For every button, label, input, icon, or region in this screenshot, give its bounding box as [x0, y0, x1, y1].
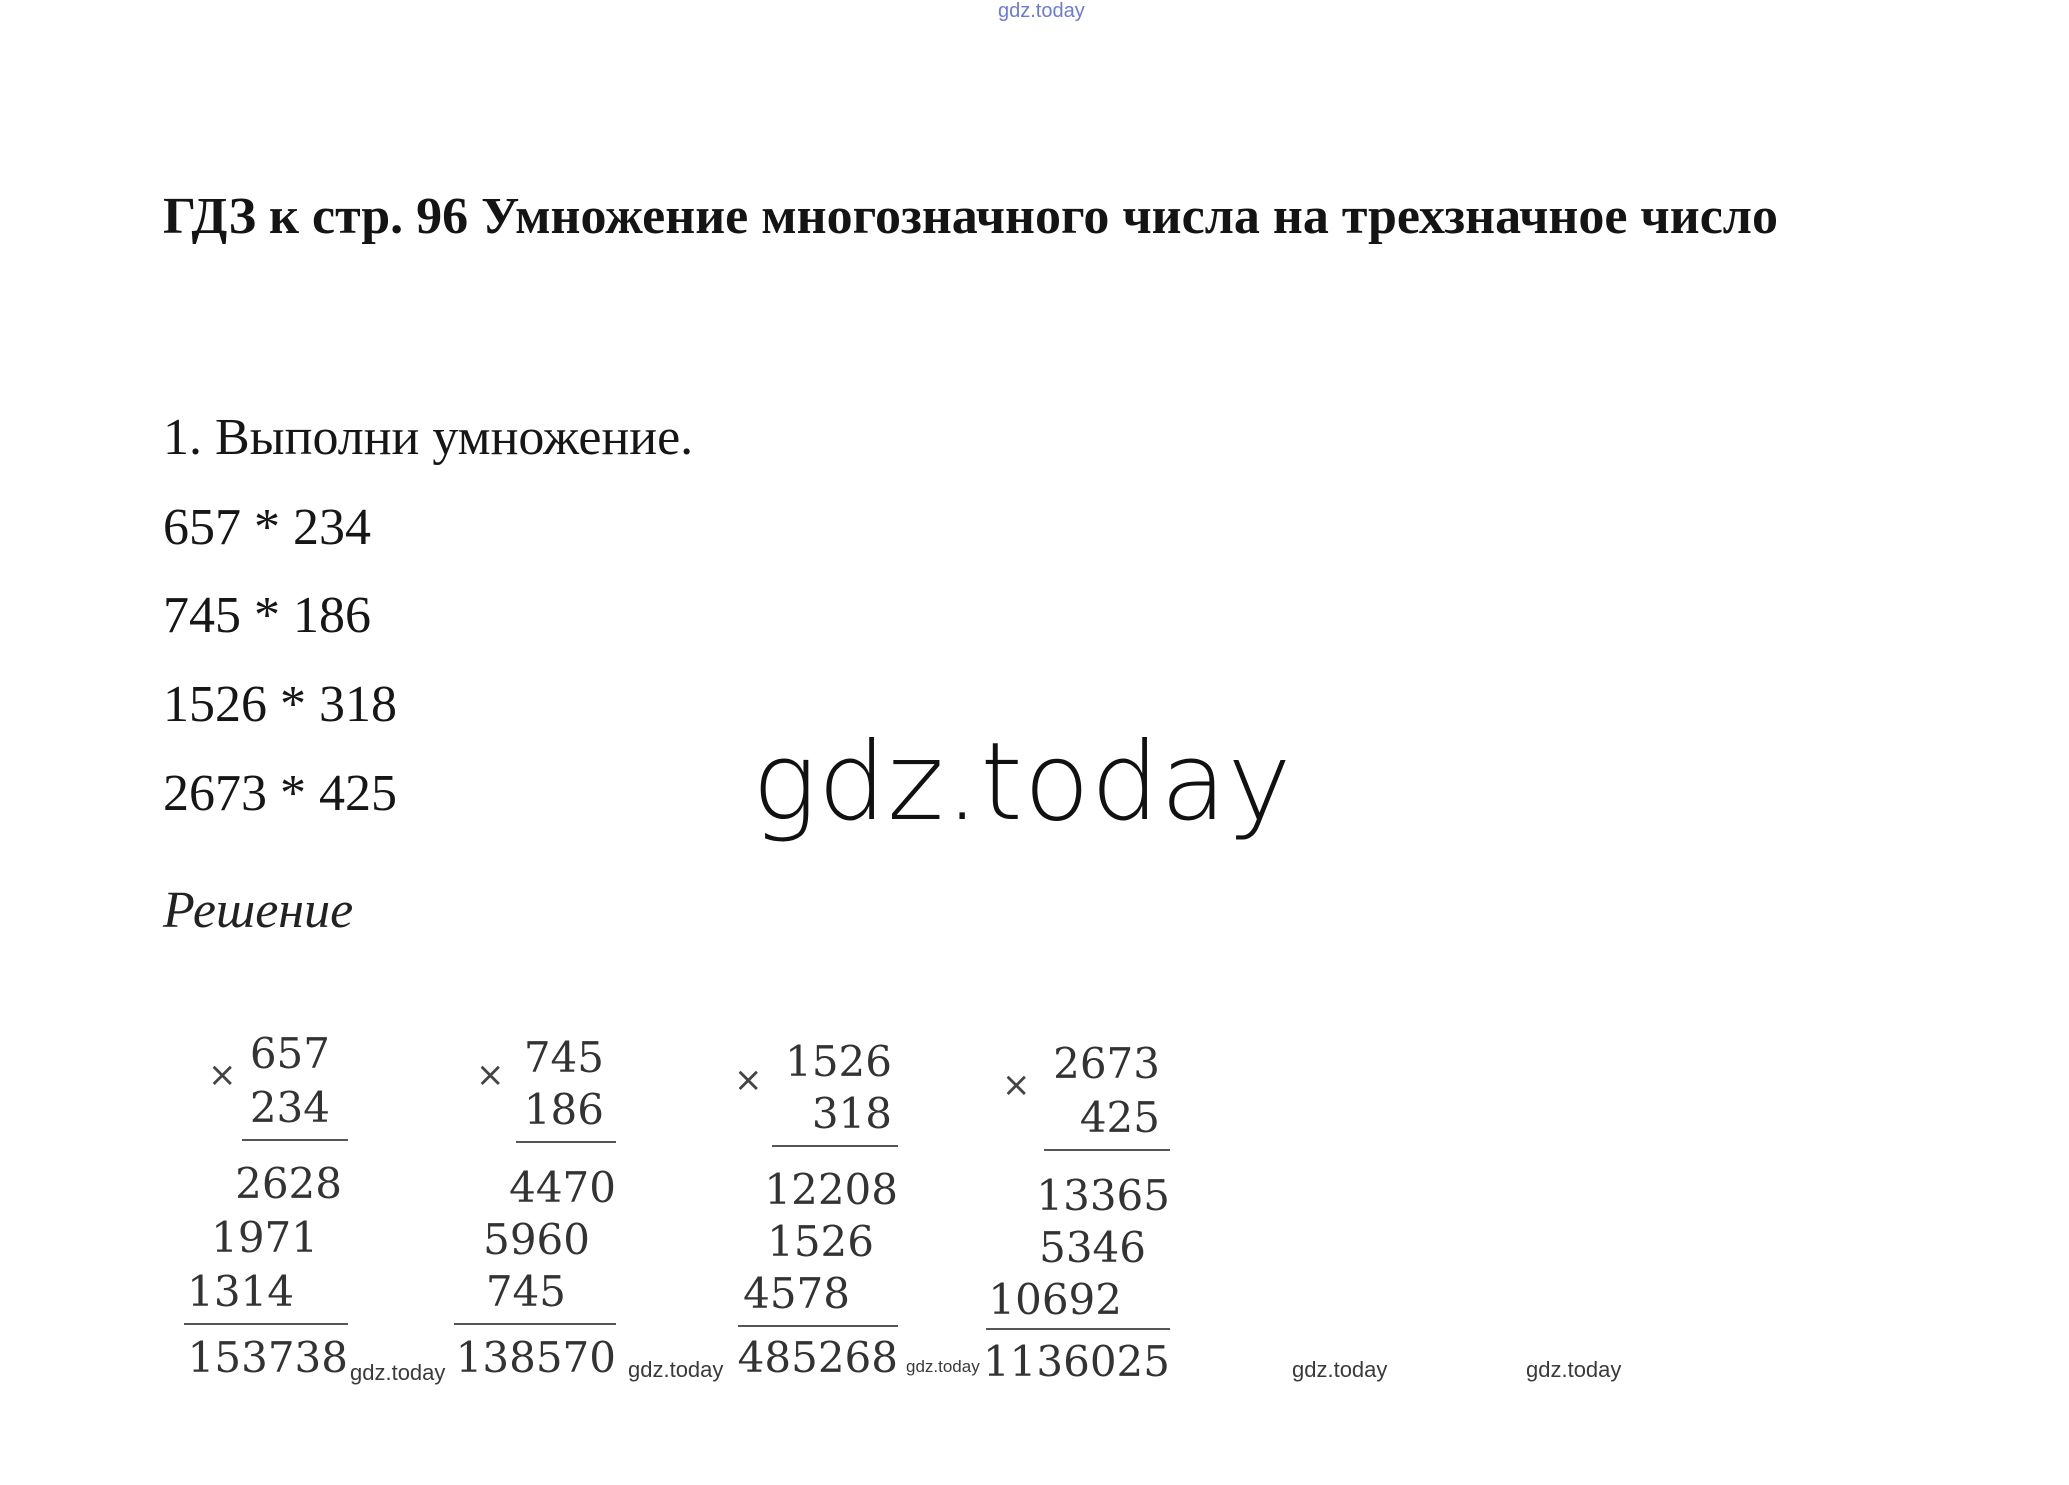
sum-line [986, 1328, 1170, 1330]
watermark-small-4: gdz.today [1292, 1357, 1388, 1382]
result: 485268 [737, 1333, 898, 1382]
page-title: ГДЗ к стр. 96 Умножение многозначного числа на трехзначное число [163, 188, 1778, 245]
product-line [772, 1145, 898, 1147]
multiply-sign: × [734, 1060, 763, 1100]
partial-product-2: 5346 [1039, 1223, 1146, 1272]
result: 153738 [187, 1333, 348, 1382]
watermark-large: gdz.today [752, 720, 1293, 845]
column-multiplication-2 [454, 1010, 616, 1390]
partial-product-2: 5960 [483, 1215, 590, 1264]
partial-product-1: 4470 [509, 1163, 616, 1212]
partial-product-2: 1971 [211, 1213, 318, 1262]
column-multiplication-3 [712, 1010, 898, 1390]
expression-2: 745 * 186 [163, 587, 371, 644]
product-line [516, 1141, 616, 1143]
partial-product-1: 2628 [235, 1159, 342, 1208]
column-multiplication-1 [180, 1010, 348, 1390]
multiply-sign: × [208, 1055, 237, 1095]
sum-line [454, 1323, 616, 1325]
partial-product-3: 10692 [988, 1275, 1122, 1324]
product-line [1044, 1149, 1170, 1151]
sum-line [738, 1325, 898, 1327]
exercise-heading: 1. Выполни умножение. [163, 409, 694, 466]
multiplicand: 745 [523, 1033, 604, 1082]
partial-product-3: 4578 [743, 1269, 850, 1318]
watermark-top: gdz.today [998, 0, 1085, 22]
watermark-small-5: gdz.today [1526, 1357, 1622, 1382]
multiplicand: 2673 [1053, 1039, 1160, 1088]
multiply-sign: × [476, 1055, 505, 1095]
partial-product-3: 745 [485, 1267, 566, 1316]
multiply-sign: × [1002, 1065, 1031, 1105]
partial-product-3: 1314 [187, 1267, 294, 1316]
watermark-small-2: gdz.today [628, 1357, 724, 1382]
multiplicand: 1526 [785, 1037, 892, 1086]
result: 1136025 [982, 1337, 1170, 1386]
sum-line [184, 1323, 348, 1325]
multiplier: 318 [811, 1089, 892, 1138]
expression-3: 1526 * 318 [163, 676, 397, 733]
multiplier: 186 [523, 1085, 604, 1134]
solution-label: Решение [163, 882, 354, 939]
column-multiplication-4 [980, 1010, 1170, 1390]
expression-4: 2673 * 425 [163, 765, 397, 822]
multiplier: 425 [1079, 1093, 1160, 1142]
partial-product-2: 1526 [767, 1217, 874, 1266]
multiplicand: 657 [249, 1029, 330, 1078]
watermark-small-1: gdz.today [350, 1360, 446, 1385]
partial-product-1: 13365 [1036, 1171, 1170, 1220]
expression-1: 657 * 234 [163, 499, 371, 556]
watermark-small-3: gdz.today [906, 1357, 980, 1376]
multiplier: 234 [249, 1083, 330, 1132]
partial-product-1: 12208 [764, 1165, 898, 1214]
product-line [242, 1139, 348, 1141]
result: 138570 [455, 1333, 616, 1382]
